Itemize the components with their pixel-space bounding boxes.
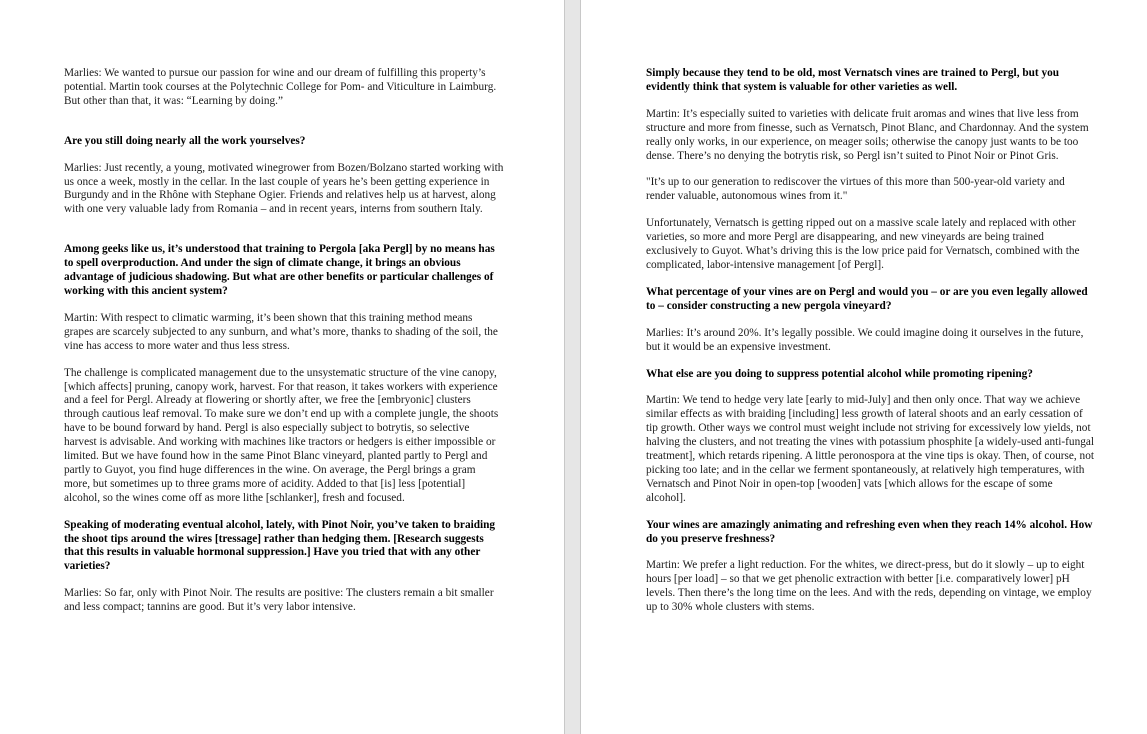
- document-page-right: [580, 0, 1147, 734]
- answer-paragraph: The challenge is complicated management due to the unsystematic structure of the vine canopy, [which affects] pruning, canopy work, harvest. For that reason, it takes workers with experience and a feel for Pergl. Already at flowering or shortly after, we free the [embryonic] clusters through cautious leaf removal. To make sure we don’t end up with a complete jungle, the shoots have to be bound forward by hand. Pergl is also especially subject to botrytis, so selective harvest is advisable. And working with machines like tractors or hedgers is either impossible or limited. But we have found how in the same Pinot Blanc vineyard, planted partly to Pergl and partly to Guyot, you find huge differences in the wine. On average, the Pergl brings a gram more, but sometimes up to three grams more of acidity. Added to that [is] less [potential] alcohol, so the wines come off as more lithe [schlanker], fresh and focused.: [64, 366, 499, 504]
- question-paragraph: Speaking of moderating eventual alcohol, lately, with Pinot Noir, you’ve taken to braiding the shoot tips around the wires [tressage] rather than hedging them. [Research suggests that this results in valuable hormonal suppression.] Have you tried that with any other varieties?: [64, 518, 496, 573]
- answer-paragraph: Martin: With respect to climatic warming, it’s been shown that this training method means grapes are scarcely subjected to any sunburn, and what’s more, thanks to shading of the soil, the vine has access to more water and thus less stress.: [64, 311, 498, 352]
- answer-paragraph: Martin: We tend to hedge very late [early to mid-July] and then only once. That way we achieve similar effects as with braiding [including] less growth of lateral shoots and an early cessation of tip growth. Other ways we control must weight include not striving for excessively low yields, not halving the clusters, and not treating the vines with potassium phosphite [a widely-used anti-fungal treatment], which retards ripening. A little peronospora at the vine tips is okay. Then, of course, not picking too late; and in the cellar we ferment spontaneously, at relatively high temperatures, with Vernatsch and Pinot Noir in open-top [wooden] vats [which allows for the escape of some alcohol].: [646, 394, 1095, 504]
- answer-paragraph: Marlies: We wanted to pursue our passion for wine and our dream of fulfilling this property’s potential. Martin took courses at the Polytechnic College for Pom- and Viticulture in Laimburg. But other than that, it was: “Learning by doing.”: [64, 67, 497, 107]
- answer-paragraph: Marlies: Just recently, a young, motivated winegrower from Bozen/Bolzano started working with us once a week, mostly in the cellar. In the last couple of years he’s been getting experience in Burgundy and in the Rhône with Stephane Ogier. Friends and relatives help us at harvest, along with one very valuable lady from Romania – and in recent years, interns from southern Italy.: [64, 161, 504, 216]
- document-page-left: [0, 0, 565, 734]
- answer-paragraph: Marlies: So far, only with Pinot Noir. The results are positive: The clusters remain a bit smaller and less compact; tannins are good. But it’s very labor intensive.: [64, 587, 494, 614]
- answer-paragraph: Unfortunately, Vernatsch is getting ripped out on a massive scale lately and replaced with other varieties, so more and more Pergl are disappearing, and new vineyards are being trained exclusively to Guyot. What’s driving this is the low price paid for Vernatsch, combined with the complicated, labor-intensive management [of Pergl].: [646, 217, 1080, 271]
- answer-paragraph: Marlies: It’s around 20%. It’s legally possible. We could imagine doing it ourselves in the future, but it would be an expensive investment.: [646, 326, 1084, 353]
- answer-paragraph: Martin: We prefer a light reduction. For the whites, we direct-press, but do it slowly – up to eight hours [per load] – so that we get phenolic extraction with better [i.e. comparatively lower] pH levels. Then there’s the long time on the lees. And with the reds, depending on vintage, we employ up to 30% whole clusters with stems.: [646, 559, 1092, 614]
- question-paragraph: Are you still doing nearly all the work yourselves?: [64, 134, 306, 147]
- question-paragraph: Simply because they tend to be old, most Vernatsch vines are trained to Pergl, but you evidently think that system is valuable for other varieties as well.: [646, 67, 1060, 93]
- page-text-column: [64, 67, 504, 628]
- quote-paragraph: "It’s up to our generation to rediscover the virtues of this more than 500-year-old variety and render valuable, autonomous wines from it.": [646, 176, 1065, 203]
- question-paragraph: Your wines are amazingly animating and refreshing even when they reach 14% alcohol. How do you preserve freshness?: [646, 518, 1093, 545]
- question-paragraph: What percentage of your vines are on Pergl and would you – or are you even legally allowed to – consider constructing a new pergola vineyard?: [646, 285, 1088, 312]
- question-paragraph: What else are you doing to suppress potential alcohol while promoting ripening?: [646, 367, 1033, 380]
- question-paragraph: Among geeks like us, it’s understood that training to Pergola [aka Pergl] by no means has to spell overproduction. And under the sign of climate change, it brings an obvious advantage of judicious shadowing. But what are other benefits or particular challenges of working with this ancient system?: [64, 243, 495, 297]
- answer-paragraph: Martin: It’s especially suited to varieties with delicate fruit aromas and wines that live less from structure and more from finesse, such as Vernatsch, Pinot Blanc, and Chardonnay. And the system really only works, in our experience, on meager soils; otherwise the canopy just wants to be too dense. There’s no denying the botrytis risk, so Pergl isn’t suited to Pinot Noir or Pinot Gris.: [646, 107, 1089, 162]
- page-text-column: [646, 67, 1094, 628]
